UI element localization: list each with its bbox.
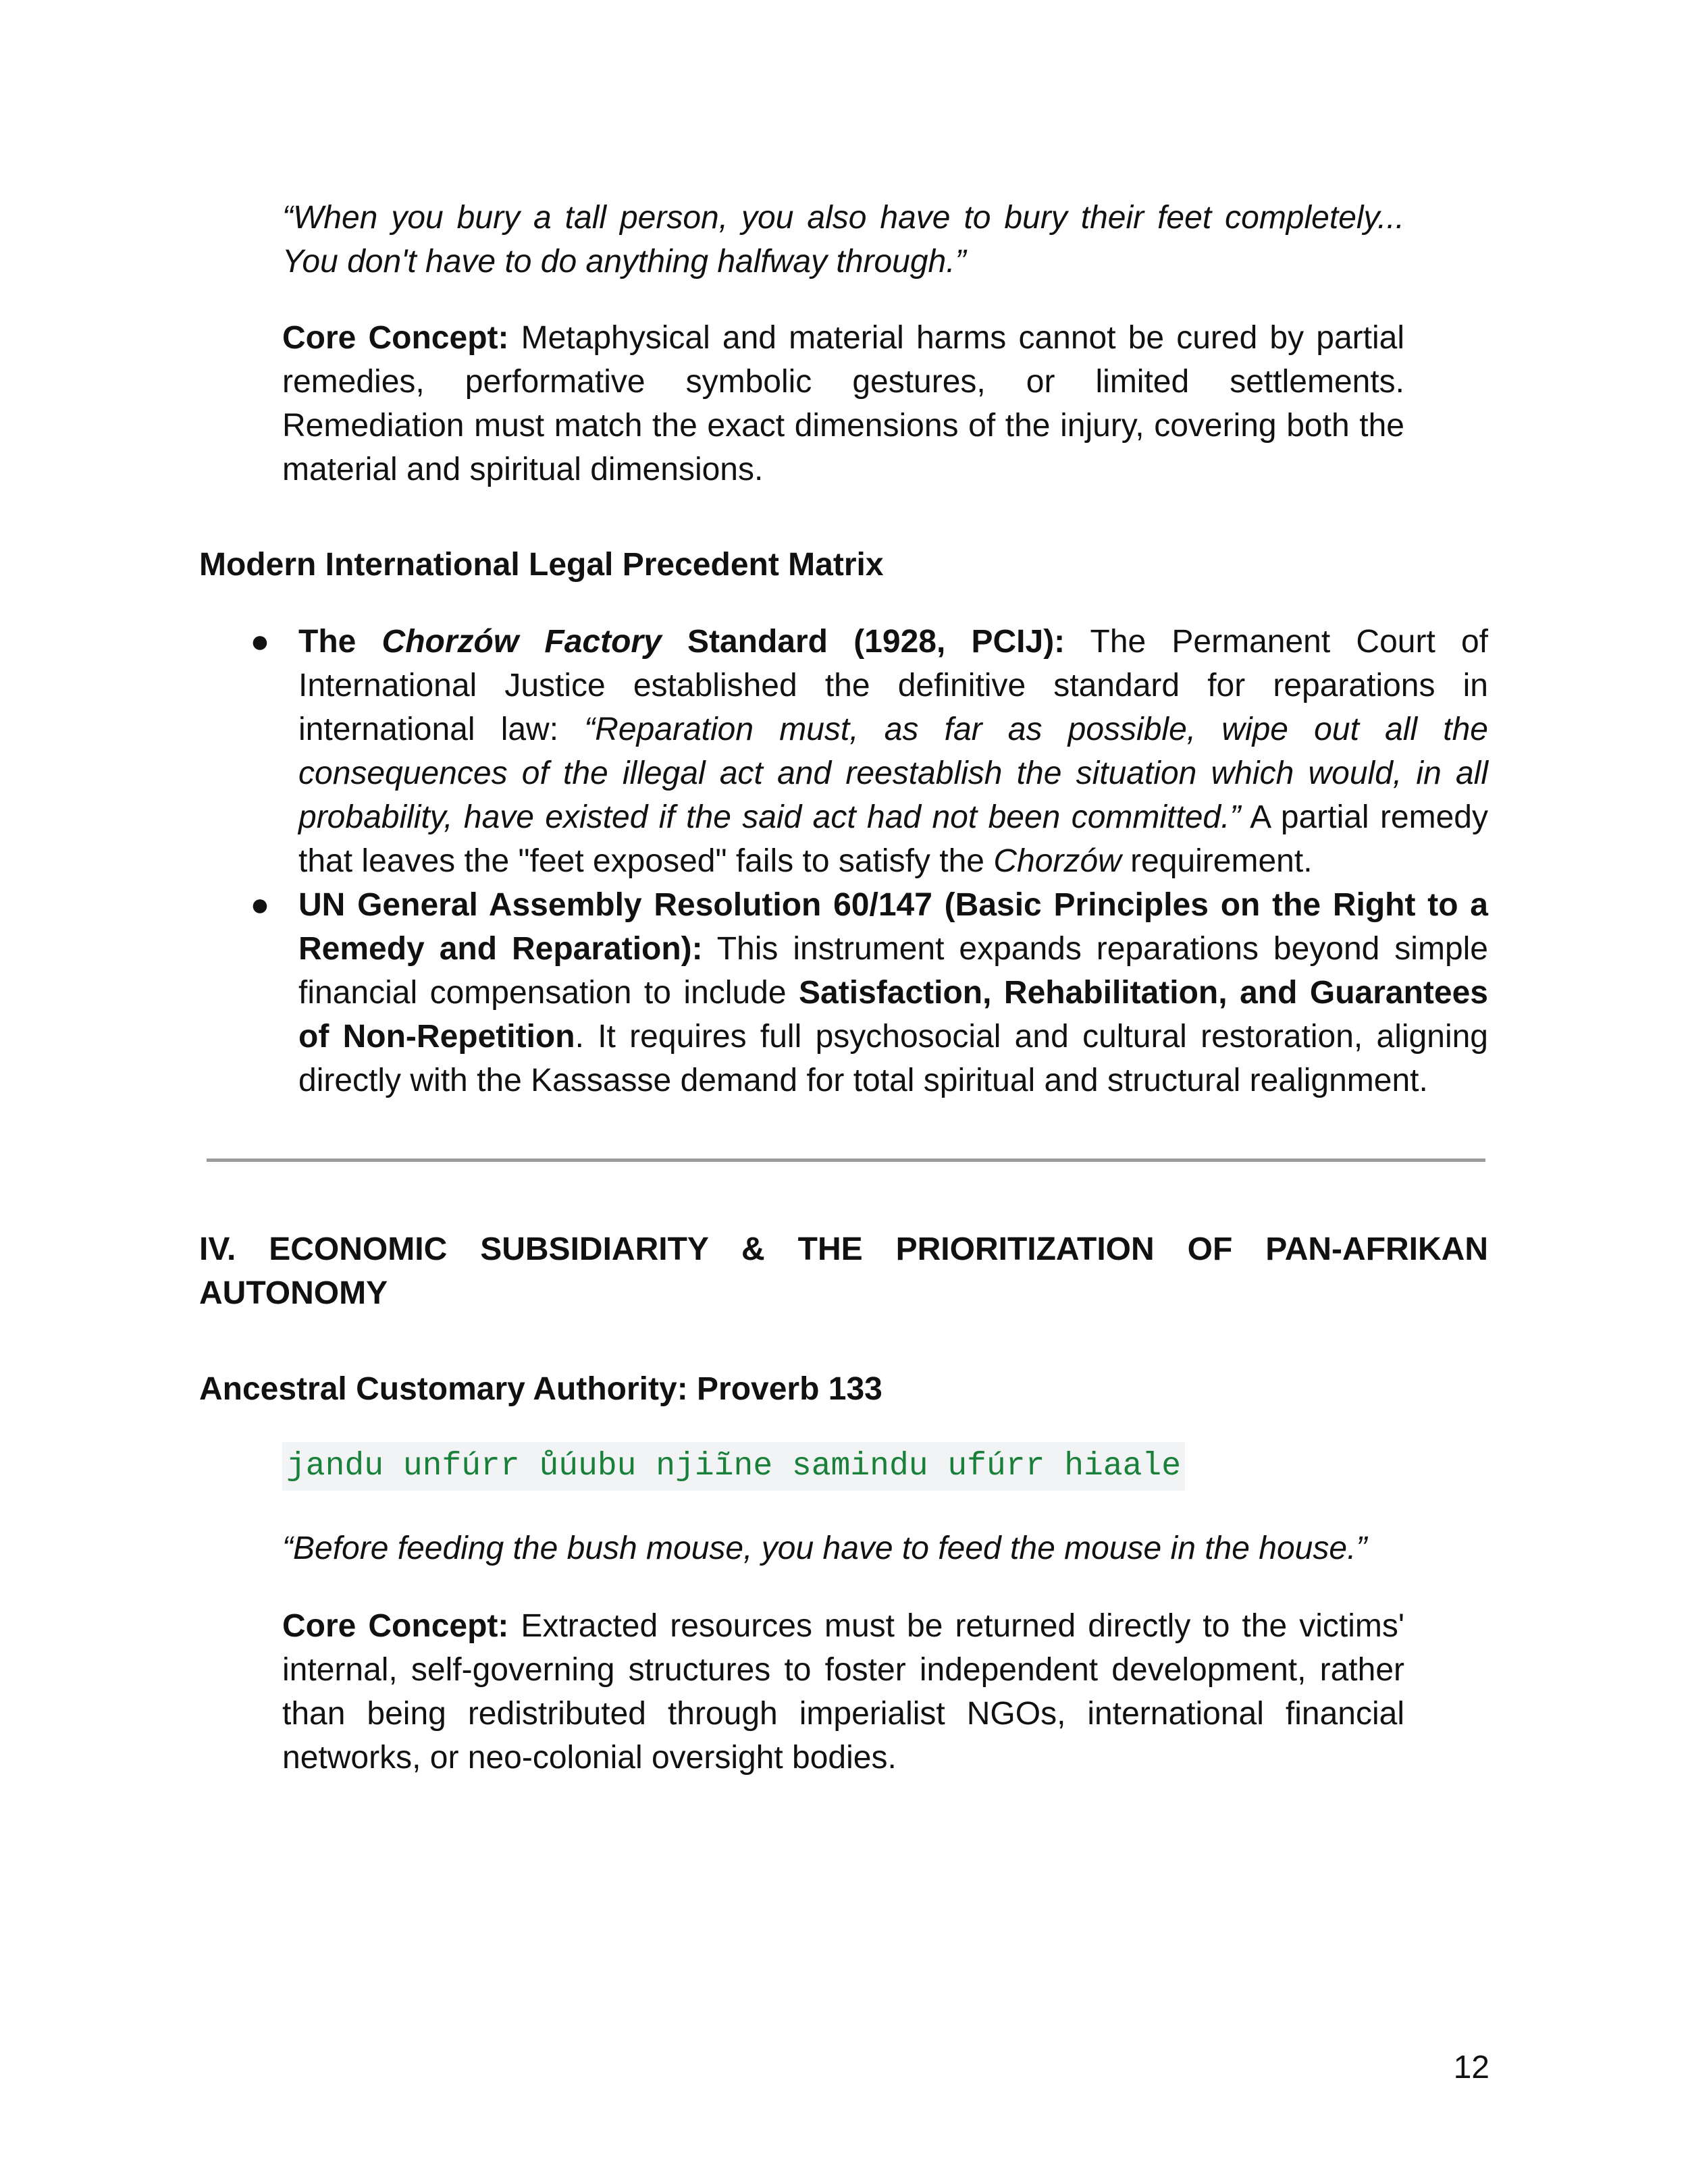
chorzow-text-b: A partial remedy that leaves the "feet exposed" fails to satisfy the: [298, 799, 1488, 879]
page-number: 12: [1453, 2050, 1489, 2085]
core-concept-paragraph-1: [282, 316, 1404, 491]
proverb-quote: [282, 196, 1404, 284]
chorzow-title-b: Standard (1928, PCIJ):: [661, 624, 1065, 660]
core-concept-label: Core Concept:: [282, 1608, 509, 1644]
precedent-heading: Modern International Legal Precedent Matrix: [199, 547, 884, 583]
un-resolution-text-b: . It requires full psychosocial and cultural restoration, aligning directly with the Kassasse demand for total spiritual and structural realignment.: [298, 1019, 1488, 1098]
proverb-quote-line1: “When you bury a tall person, you also have to bury their feet completely...: [282, 200, 1404, 236]
precedent-list: [199, 620, 1488, 1102]
core-concept-paragraph-2: [282, 1604, 1404, 1780]
un-resolution-title: UN General Assembly Resolution 60/147 (Basic Principles on the Right to a Remedy and Reparation):: [298, 887, 1488, 967]
section-heading-line2: AUTONOMY: [199, 1275, 388, 1311]
core-concept-text: Metaphysical and material harms cannot be cured by partial remedies, performative symbolic gestures, or limited settlements. Remediation must match the exact dimensions of the injury, covering both the material and spiritual dimensions.: [282, 320, 1404, 487]
proverb-original-code: jandu unfúrr ůúubu njiĩne samindu ufúrr hiaale: [282, 1442, 1185, 1491]
list-item-un-resolution: [199, 883, 1488, 1102]
chorzow-text-a: The Permanent Court of International Justice established the definitive standard for reparations in international law:: [298, 624, 1488, 747]
bullet-icon: ●: [250, 624, 270, 660]
proverb-quote-line2: You don't have to do anything halfway through.”: [282, 244, 966, 279]
chorzow-quote: “Reparation must, as far as possible, wipe out all the consequences of the illegal act and reestablish the situation which would, in all probability, have existed if the said act had not been committed.”: [298, 712, 1489, 835]
section-heading: [199, 1227, 1488, 1315]
chorzow-text-c: requirement.: [1121, 843, 1313, 879]
horizontal-divider: [207, 1158, 1485, 1162]
section-heading-line1: IV. ECONOMIC SUBSIDIARITY & THE PRIORITIZATION OF PAN-AFRIKAN: [199, 1231, 1488, 1267]
core-concept-label: Core Concept:: [282, 320, 509, 356]
core-concept-text: Extracted resources must be returned directly to the victims' internal, self-governing structures to foster independent development, rather than being redistributed through imperialist NGOs, international financial networks, or neo-colonial oversight bodies.: [282, 1608, 1405, 1776]
chorzow-title-a: The: [298, 624, 382, 660]
list-item-chorzow: [199, 620, 1488, 883]
authority-heading: Ancestral Customary Authority: Proverb 133: [199, 1371, 882, 1407]
un-resolution-text-a: This instrument expands reparations beyond simple financial compensation to include: [298, 931, 1488, 1011]
un-resolution-emphasis: Satisfaction, Rehabilitation, and Guarantees of Non-Repetition: [298, 975, 1488, 1055]
proverb-translation: “Before feeding the bush mouse, you have to feed the mouse in the house.”: [282, 1530, 1367, 1566]
bullet-icon: ●: [250, 887, 270, 923]
chorzow-name: Chorzów: [993, 843, 1122, 879]
chorzow-title-name: Chorzów Factory: [381, 624, 662, 660]
